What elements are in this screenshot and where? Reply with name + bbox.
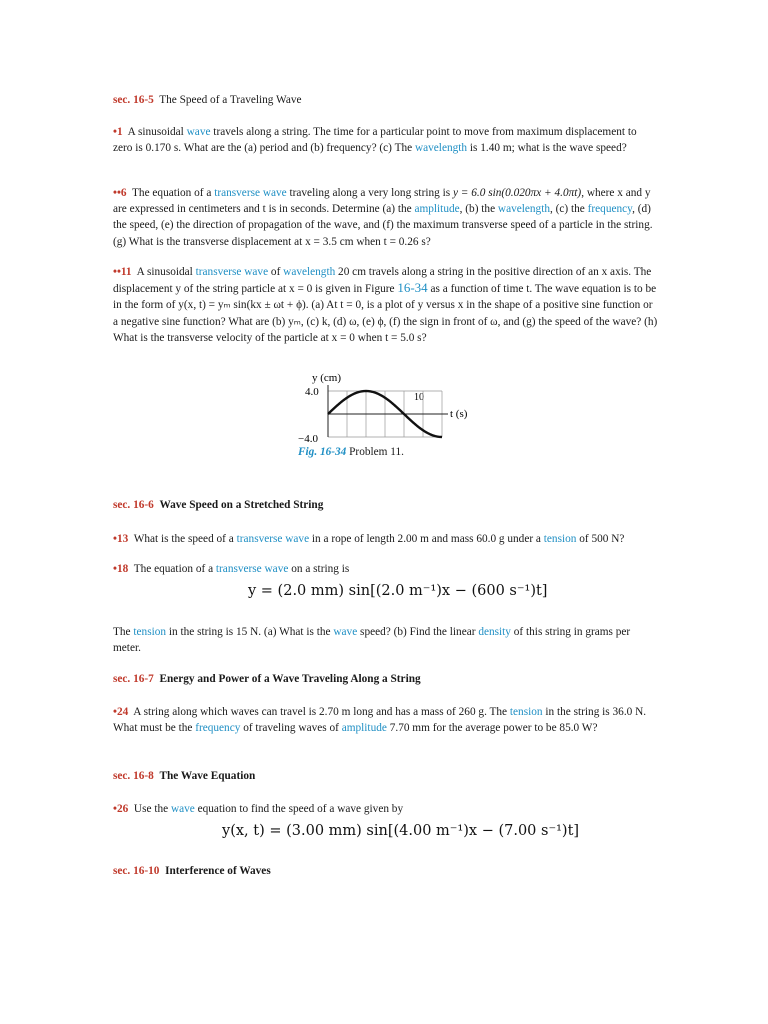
- keyword-link[interactable]: wave: [170, 803, 195, 815]
- tick-label: 10: [414, 392, 424, 403]
- section-heading-16-10: [113, 863, 658, 879]
- figure-caption-label: Fig. 16-34: [298, 446, 347, 458]
- keyword-link[interactable]: amplitude: [341, 722, 387, 735]
- keyword-link[interactable]: wavelength: [414, 142, 468, 155]
- problem-11: [113, 264, 658, 346]
- problem-text: , where x and y are expressed in centimeters and t is in seconds. Determine (a) the: [113, 187, 651, 216]
- figure-caption-text: Problem 11.: [346, 446, 404, 458]
- keyword-link[interactable]: tension: [543, 533, 577, 545]
- problem-18: [113, 561, 658, 577]
- section-label: sec. 16-10: [113, 865, 160, 877]
- keyword-link[interactable]: wave: [186, 126, 211, 138]
- problem-number: •18: [113, 563, 129, 575]
- problem-13: [113, 531, 658, 547]
- keyword-link[interactable]: transverse wave: [214, 187, 287, 199]
- y-min-label: −4.0: [298, 433, 318, 444]
- section-title: Interference of Waves: [165, 865, 271, 877]
- problem-text: , (c) the: [550, 203, 588, 216]
- keyword-link[interactable]: wave: [333, 626, 358, 638]
- keyword-link[interactable]: transverse wave: [215, 563, 289, 575]
- problem-text: travels along a string. The time for a particular point to move from maximum displacement to zero is 0.170 s. What are the (a) period and (b) frequency? (c) The: [113, 126, 637, 155]
- problem-text: , (d) the speed, (e) the direction of propagation of the wave, and (f) the maximum transverse speed of a particle in the string. (g) What is the transverse displacement at x = 3.5 cm when t = 0.26 s?: [113, 203, 653, 248]
- problem-18-continued: [113, 624, 658, 656]
- problem-text: , (b) the: [459, 203, 498, 216]
- problem-text: A string along which waves can travel is 2.70 m long and has a mass of 260 g. The: [133, 706, 510, 718]
- problem-number: ••6: [113, 187, 127, 199]
- problem-1: [113, 124, 658, 156]
- problem-text: of this string in grams per meter.: [113, 626, 631, 655]
- keyword-link[interactable]: amplitude: [414, 203, 460, 216]
- problem-26: [113, 801, 658, 817]
- figure-caption: [298, 446, 404, 458]
- problem-text: The equation of a: [132, 187, 215, 199]
- problem-text: speed? (b) Find the linear: [357, 626, 479, 638]
- section-heading-16-7: [113, 671, 658, 687]
- problem-number: •1: [113, 126, 123, 138]
- problem-text: as a function of time t. The wave equation is to be in the form of y(x, t) = yₘ sin(kx ± ωt + ϕ). (a) At t = 0, is a plot of y versus x in the shape of a positive sine function or a negative sine function? What are (b) yₘ, (c) k, (d) ω, (e) ϕ, (f) the sign in front of ω, and (g) the speed of the wave? (h) What is the transverse velocity of the particle at x = 0 when t = 5.0 s?: [113, 283, 658, 344]
- section-label: sec. 16-8: [113, 770, 154, 782]
- y-axis-label: y (cm): [312, 372, 342, 384]
- section-label: sec. 16-7: [113, 673, 154, 685]
- problem-text: of: [268, 266, 284, 278]
- problem-text: equation to find the speed of a wave given by: [194, 803, 404, 815]
- keyword-link[interactable]: transverse wave: [236, 533, 310, 545]
- section-label: sec. 16-5: [113, 94, 154, 106]
- section-heading-16-8: [113, 768, 658, 784]
- problem-text: in a rope of length 2.00 m and mass 60.0 g under a: [309, 533, 544, 545]
- keyword-link[interactable]: wavelength: [283, 266, 336, 278]
- keyword-link[interactable]: transverse wave: [195, 266, 269, 278]
- problem-text: A sinusoidal: [127, 126, 187, 138]
- problem-number: •26: [113, 803, 129, 815]
- section-title: Energy and Power of a Wave Traveling Along a String: [159, 673, 421, 685]
- figure-reference-link[interactable]: 16-34: [397, 280, 428, 296]
- section-label: sec. 16-6: [113, 499, 154, 511]
- inline-equation: y = 6.0 sin(0.020πx + 4.0πt): [452, 187, 582, 199]
- problem-text: The equation of a: [133, 563, 216, 575]
- problem-text: What is the speed of a: [133, 533, 237, 545]
- keyword-link[interactable]: tension: [133, 626, 167, 638]
- keyword-link[interactable]: frequency: [587, 203, 633, 216]
- keyword-link[interactable]: frequency: [195, 722, 241, 735]
- problem-text: Use the: [133, 803, 171, 815]
- x-axis-label: t (s): [450, 408, 468, 420]
- problem-text: 20 cm travels along a string in the positive direction of an x axis. The displacement y of the string particle at x = 0 is given in Figure: [113, 266, 652, 296]
- y-max-label: 4.0: [305, 386, 319, 398]
- problem-text: in the string is 36.0 N. What must be the: [113, 706, 647, 735]
- problem-number: •13: [113, 533, 129, 545]
- section-heading-16-6: [113, 497, 658, 513]
- equation-18: y = (2.0 mm) sin[(2.0 m⁻¹)x − (600 s⁻¹)t]: [248, 583, 548, 599]
- problem-number: •24: [113, 706, 129, 718]
- problem-text: in the string is 15 N. (a) What is the: [166, 626, 334, 638]
- problem-text: traveling along a very long string is: [286, 187, 453, 199]
- keyword-link[interactable]: density: [478, 626, 511, 638]
- section-heading-16-5: [113, 92, 658, 108]
- keyword-link[interactable]: tension: [509, 706, 543, 718]
- section-title: Wave Speed on a Stretched String: [159, 499, 324, 511]
- problem-text: 7.70 mm for the average power to be 85.0 W?: [386, 722, 598, 735]
- problem-text: is 1.40 m; what is the wave speed?: [467, 142, 627, 155]
- problem-text: A sinusoidal: [136, 266, 196, 278]
- problem-24: [113, 704, 658, 736]
- problem-number: ••11: [113, 266, 132, 278]
- problem-text: The: [113, 626, 134, 638]
- keyword-link[interactable]: wavelength: [497, 203, 550, 216]
- section-title: The Wave Equation: [159, 770, 256, 782]
- problem-text: of traveling waves of: [240, 722, 342, 735]
- equation-26: y(x, t) = (3.00 mm) sin[(4.00 m⁻¹)x − (7.00 s⁻¹)t]: [222, 823, 580, 839]
- problem-text: of 500 N?: [576, 533, 625, 545]
- problem-text: on a string is: [288, 563, 350, 575]
- problem-6: [113, 185, 658, 250]
- wave-graph: [290, 368, 490, 444]
- section-title: The Speed of a Traveling Wave: [159, 94, 302, 106]
